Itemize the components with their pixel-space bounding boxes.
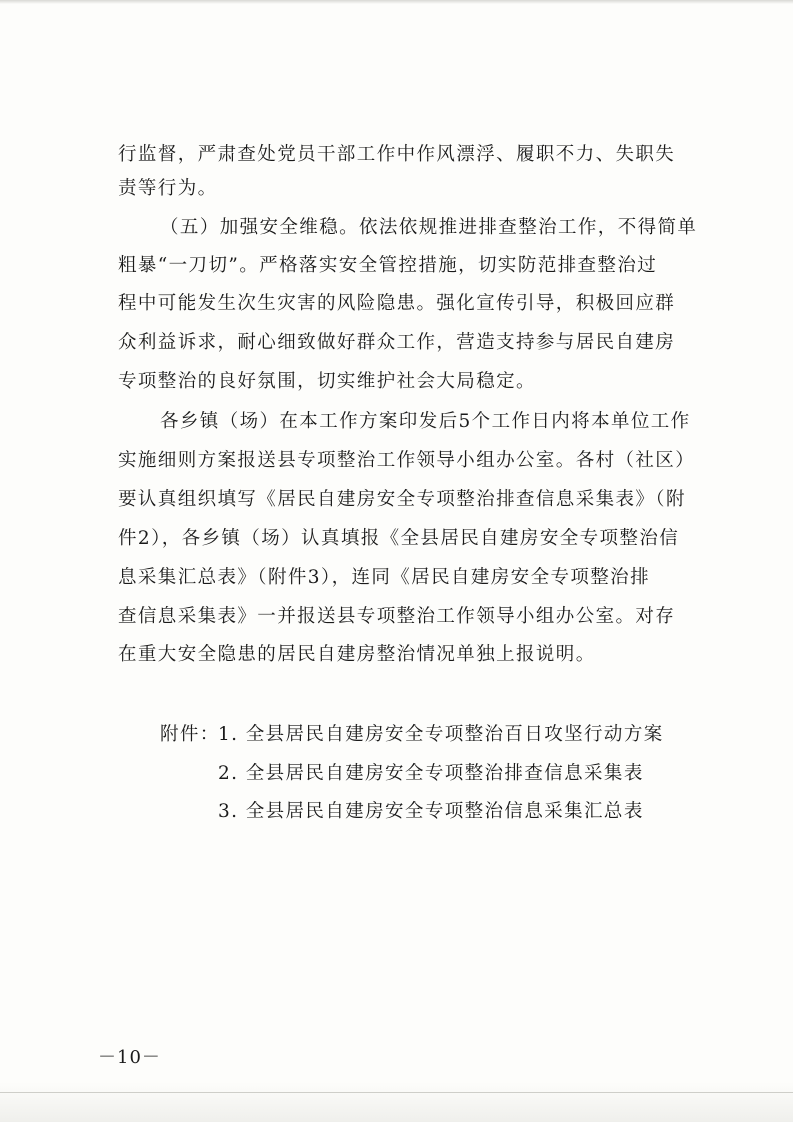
body-line: 要认真组织填写《居民自建房安全专项整治排查信息采集表》（附 (118, 489, 686, 510)
body-line: 行监督，严肃查处党员干部工作中作风漂浮、履职不力、失职失 (118, 144, 676, 165)
paragraph-start-line: 各乡镇（场）在本工作方案印发后5个工作日内将本单位工作 (160, 411, 691, 432)
body-line: 程中可能发生次生灾害的风险隐患。强化宣传引导，积极回应群 (118, 293, 676, 314)
body-line: 众利益诉求，耐心细致做好群众工作，营造支持参与居民自建房 (118, 332, 676, 353)
scan-edge-bottom (0, 1082, 793, 1122)
body-line: 息采集汇总表》（附件3），连同《居民自建房安全专项整治排 (118, 567, 650, 588)
section-heading-line: （五）加强安全维稳。依法依规推进排查整治工作，不得简单 (160, 217, 698, 238)
page-number: －10－ (98, 1047, 161, 1068)
body-line: 责等行为。 (118, 178, 218, 199)
body-line: 查信息采集表》一并报送县专项整治工作领导小组办公室。对存 (118, 606, 676, 627)
body-line: 实施细则方案报送县专项整治工作领导小组办公室。各村（社区） (118, 450, 696, 471)
body-line: 在重大安全隐患的居民自建房整治情况单独上报说明。 (118, 644, 596, 665)
attachment-item: 2. 全县居民自建房安全专项整治排查信息采集表 (218, 763, 644, 784)
body-line: 专项整治的良好氛围，切实维护社会大局稳定。 (118, 371, 536, 392)
body-line: 粗暴“一刀切”。严格落实安全管控措施，切实防范排查整治过 (118, 255, 658, 276)
attachment-item: 1. 全县居民自建房安全专项整治百日攻坚行动方案 (218, 724, 664, 745)
scan-edge-top (0, 0, 793, 4)
attachments-label: 附件： (160, 724, 220, 745)
body-line: 件2），各乡镇（场）认真填报《全县居民自建房安全专项整治信 (118, 528, 680, 549)
attachment-item: 3. 全县居民自建房安全专项整治信息采集汇总表 (218, 801, 644, 822)
